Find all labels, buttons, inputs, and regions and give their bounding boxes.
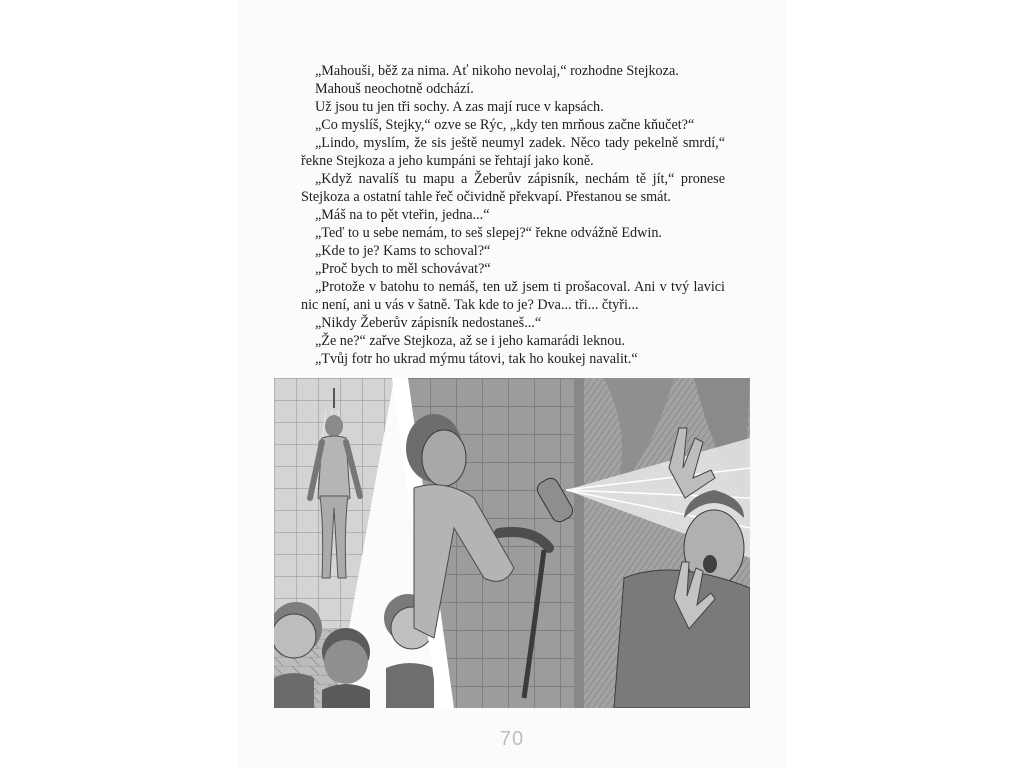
- paragraph: „Teď to u sebe nemám, to seš slepej?“ řekne odvážně Edwin.: [315, 225, 662, 241]
- panel-right: [566, 378, 750, 708]
- shower-scene-illustration: [274, 378, 750, 708]
- paragraph: „Že ne?“ zařve Stejkoza, až se i jeho kamarádi leknou.: [315, 333, 625, 349]
- story-text: [301, 62, 725, 368]
- paragraph: „Proč bych to měl schovávat?“: [315, 261, 491, 277]
- paragraph: „Když navalíš tu mapu a Žeberův zápisník, nechám tě jít,“ pronese Stejkoza a ostatní tahle řeč očividně překvapí. Přestanou se smát.: [301, 171, 725, 205]
- paragraph: Už jsou tu jen tři sochy. A zas mají ruce v kapsách.: [315, 99, 604, 115]
- paragraph: „Lindo, myslím, že sis ještě neumyl zadek. Něco tady pekelně smrdí,“ řekne Stejkoza a jeho kumpáni se řehtají jako koně.: [301, 135, 725, 169]
- paragraph: „Protože v batohu to nemáš, ten už jsem ti prošacoval. Ani v tvý lavici nic není, ani u vás v šatně. Tak kde to je? Dva... tři... čtyři...: [301, 279, 725, 313]
- paragraph: „Nikdy Žeberův zápisník nedostaneš...“: [315, 315, 542, 331]
- paragraph: „Co myslíš, Stejky,“ ozve se Rýc, „kdy ten mrňous začne kňučet?“: [315, 117, 695, 133]
- paragraph: „Mahouši, běž za nima. Ať nikoho nevolaj,“ rozhodne Stejkoza.: [315, 63, 679, 79]
- paragraph: „Máš na to pět vteřin, jedna...“: [315, 207, 490, 223]
- paragraph: „Kde to je? Kams to schoval?“: [315, 243, 491, 259]
- page-number: 70: [499, 728, 525, 750]
- paragraph: „Tvůj fotr ho ukrad mýmu tátovi, tak ho koukej navalit.“: [315, 351, 638, 367]
- paragraph: Mahouš neochotně odchází.: [315, 81, 474, 97]
